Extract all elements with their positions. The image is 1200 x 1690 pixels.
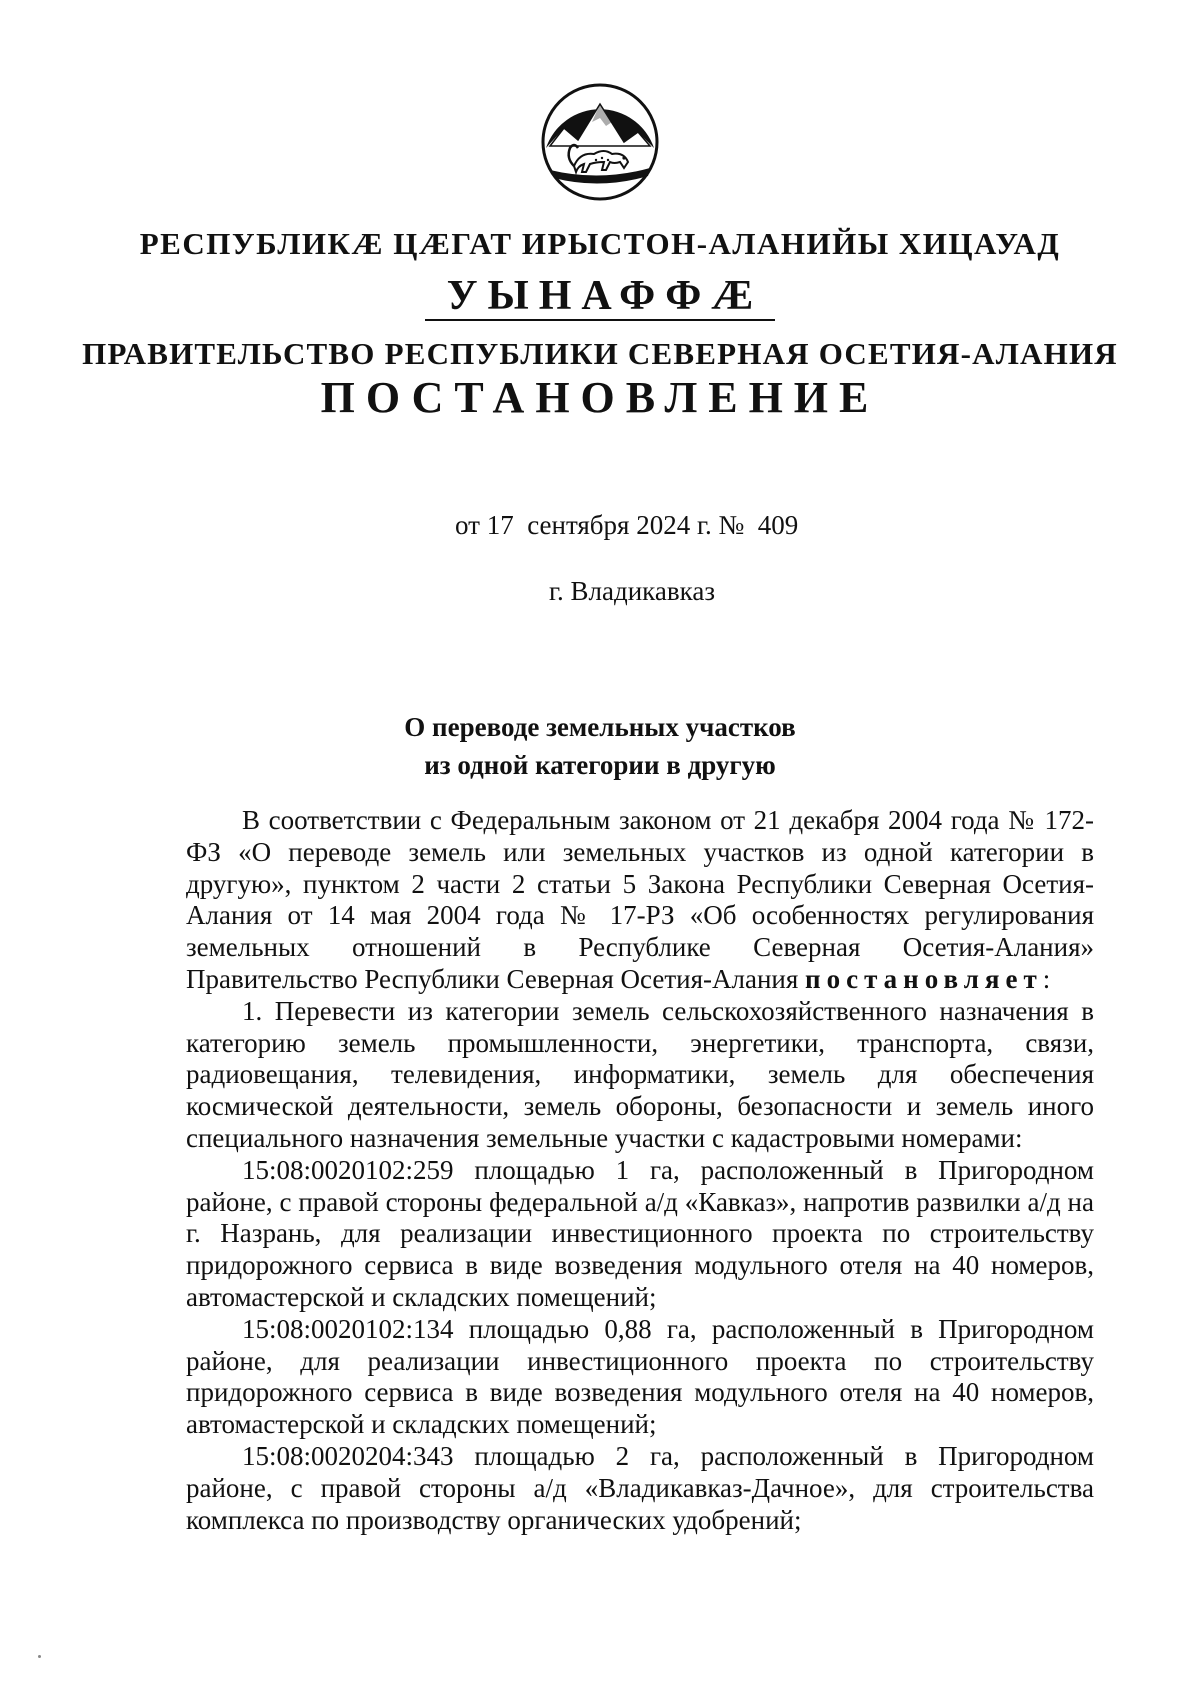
ossetian-document-type xyxy=(0,272,1200,321)
scan-speck xyxy=(38,1655,41,1658)
document-subject xyxy=(0,708,1200,784)
resolves-punct: : xyxy=(1042,963,1051,994)
ossetian-government-name: РЕСПУБЛИКÆ ЦÆГАТ ИРЫСТОН-АЛАНИЙЫ ХИЦАУАД xyxy=(139,226,1061,261)
resolves-word: постановляет xyxy=(805,963,1043,994)
preamble-paragraph xyxy=(186,805,1094,996)
parcel-1-paragraph: 15:08:0020102:259 площадью 1 га, расположенный в Пригородном районе, с правой стороны федеральной а/д «Кавказ», напротив развилки а/д на г. Назрань, для реализации инвестиционного проекта по строительству придорожного сервиса в виде возведения модульного отеля на 40 номеров, автомастерской и складских помещений; xyxy=(186,1154,1094,1312)
parcel-3-paragraph: 15:08:0020204:343 площадью 2 га, расположенный в Пригородном районе, с правой стороны а/д «Владикавказ-Дачное», для строительства комплекса по производству органических удобрений; xyxy=(186,1440,1094,1535)
russian-government-name: ПРАВИТЕЛЬСТВО РЕСПУБЛИКИ СЕВЕРНАЯ ОСЕТИЯ-АЛАНИЯ xyxy=(82,336,1118,371)
subject-line-1: О переводе земельных участков xyxy=(404,712,796,742)
preamble-text: В соответствии с Федеральным законом от 21 декабря 2004 года № 172-ФЗ «О переводе земель или земельных участков из одной категории в другую», пунктом 2 части 2 статьи 5 Закона Республики Северная Осетия-Алания от 14 мая 2004 года № 17-РЗ «Об особенностях регулирования земельных отношений в Республике Северная Осетия-Алания» Правительство Республики Северная Осетия-Алания xyxy=(186,805,1094,994)
ossetian-document-type-text: УЫНАФФÆ xyxy=(425,273,776,321)
item-1-paragraph: 1. Перевести из категории земель сельскохозяйственного назначения в категорию земель промышленности, энергетики, транспорта, связи, радиовещания, телевидения, информатики, земель для обеспечения космической деятельности, земель обороны, безопасности и земель иного специального назначения земельные участки с кадастровыми номерами: xyxy=(186,995,1094,1153)
russian-document-type: ПОСТАНОВЛЕНИЕ xyxy=(320,373,880,422)
document-body xyxy=(186,805,1094,1536)
subject-line-2: из одной категории в другую xyxy=(424,750,776,780)
parcel-2-paragraph: 15:08:0020102:134 площадью 0,88 га, расположенный в Пригородном районе, для реализации инвестиционного проекта по строительству придорожного сервиса в виде возведения модульного отеля на 40 номеров, автомастерской и складских помещений; xyxy=(186,1313,1094,1440)
document-city: г. Владикавказ xyxy=(549,576,715,606)
coat-of-arms-icon xyxy=(540,82,660,202)
document-date-number: от 17 сентября 2024 г. № 409 xyxy=(455,510,799,540)
